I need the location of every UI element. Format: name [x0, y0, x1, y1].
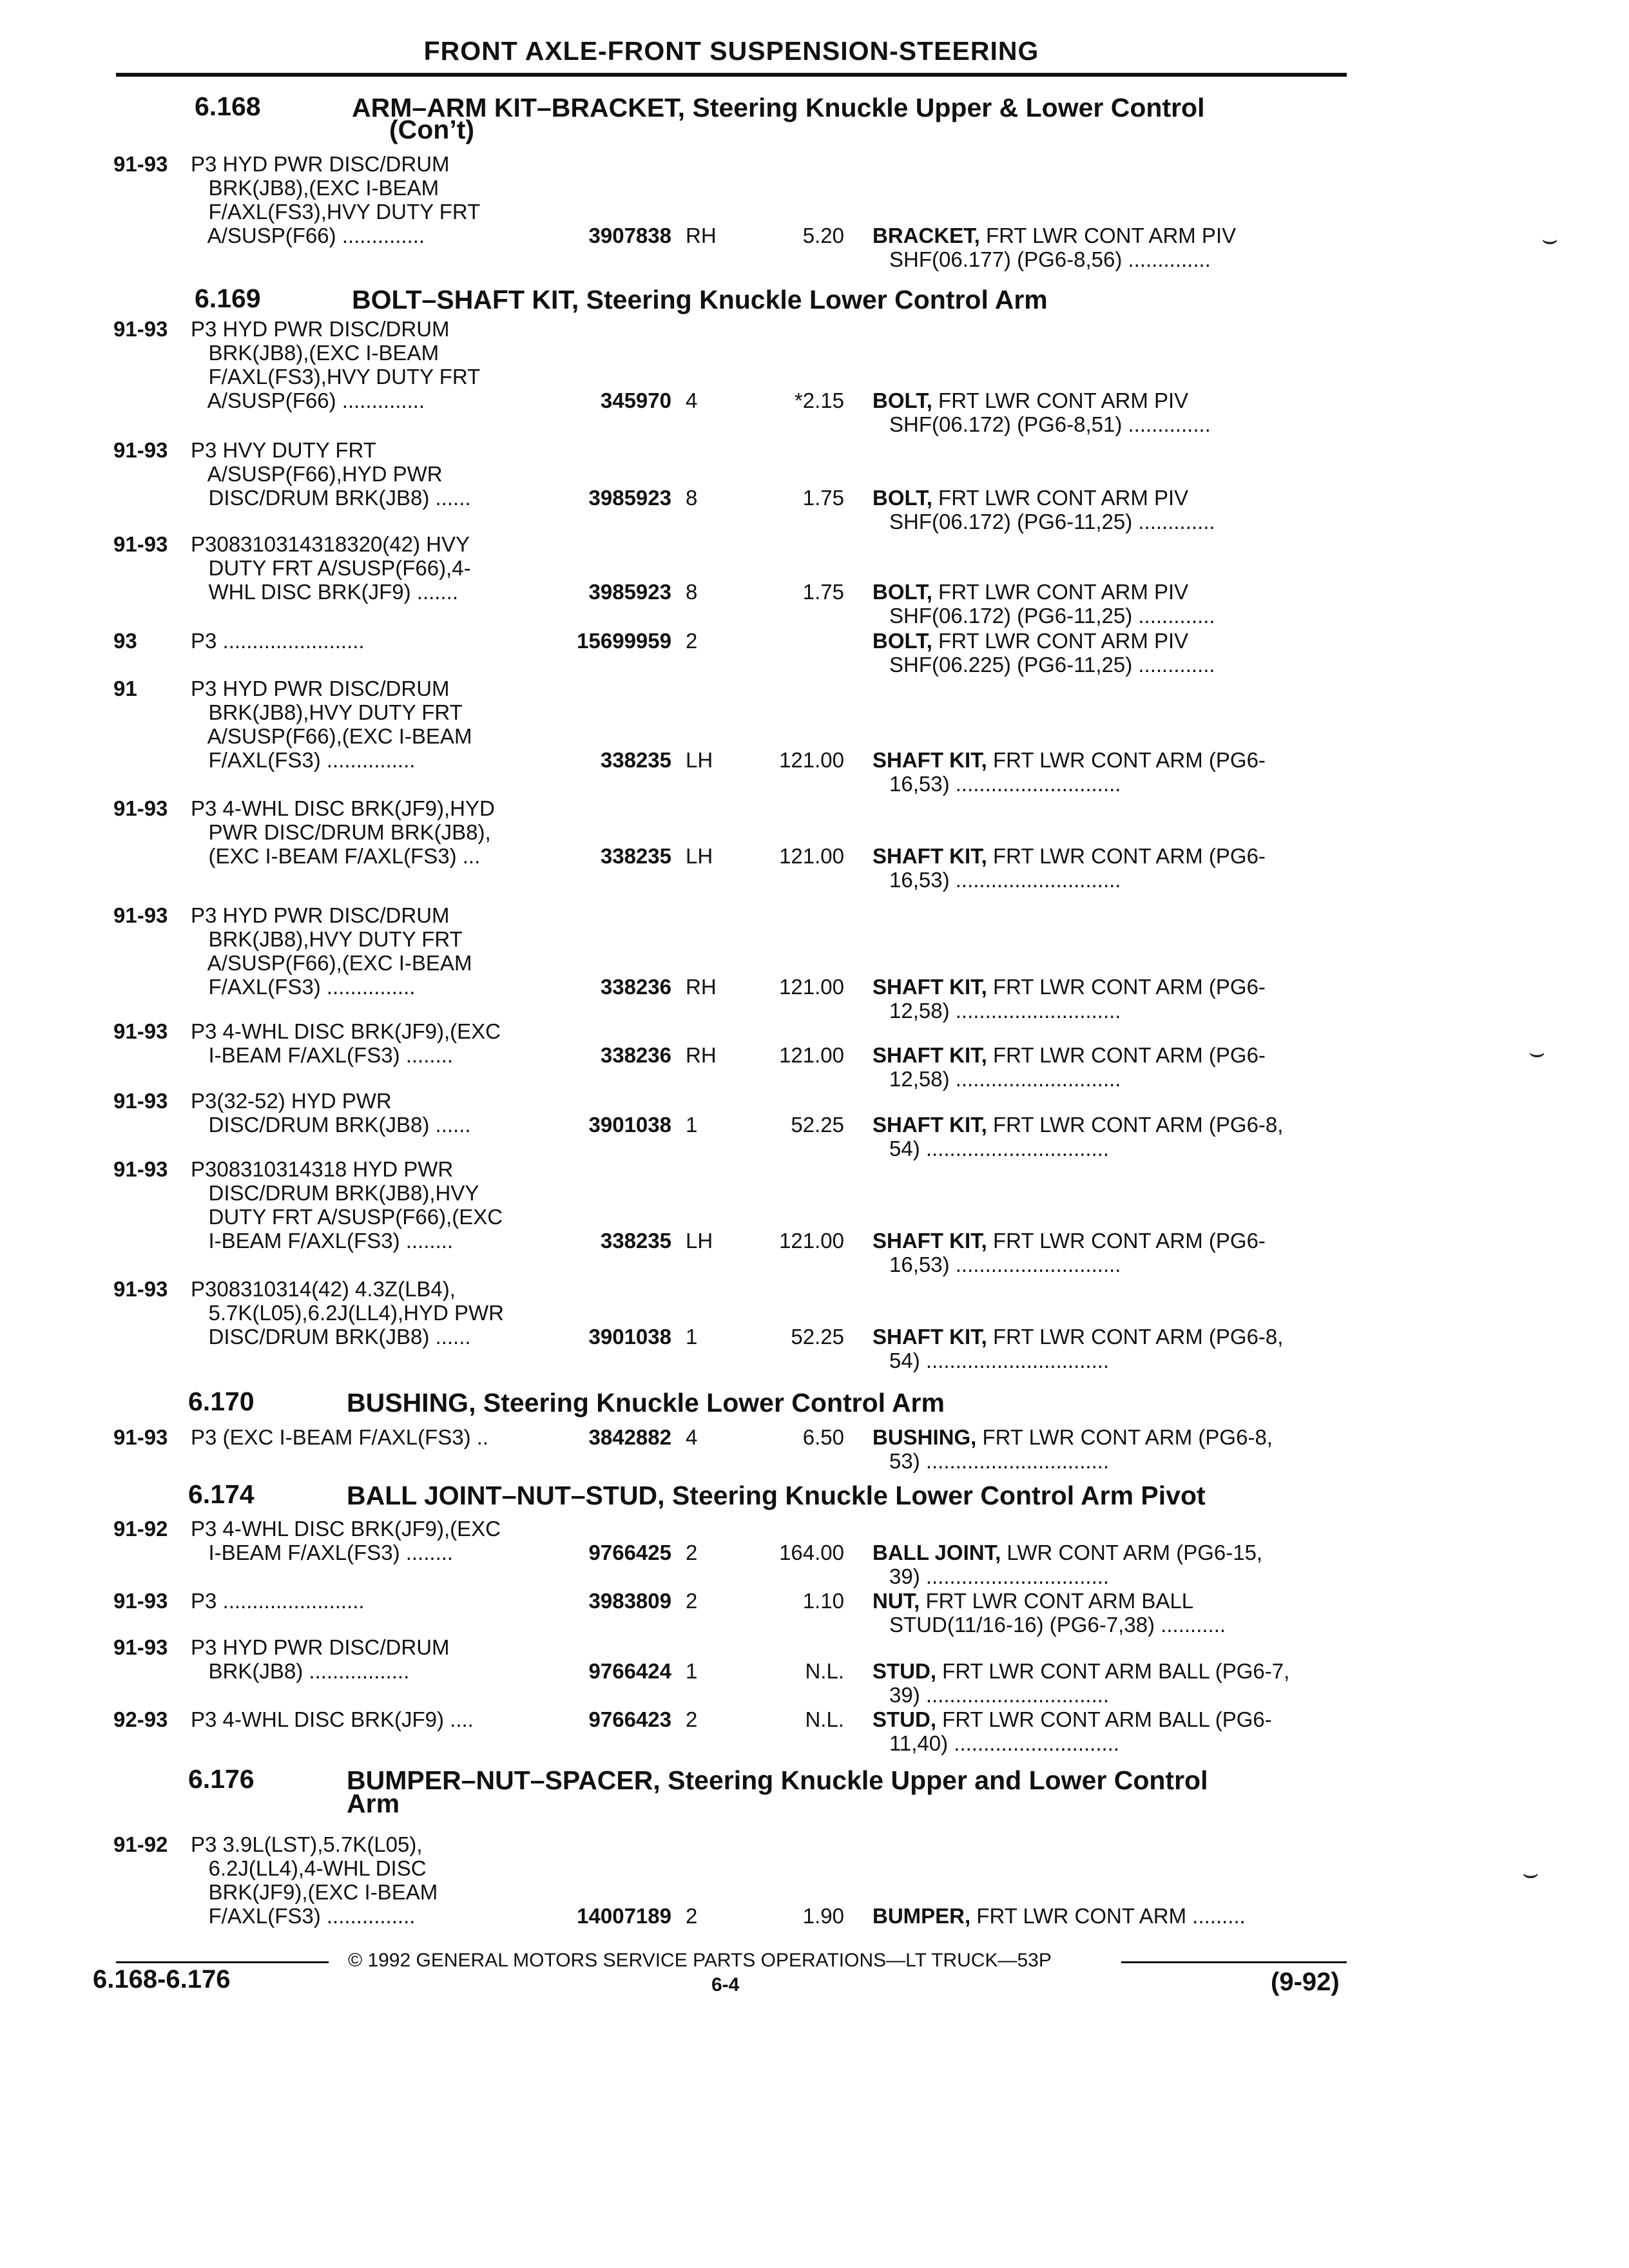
description-cont: SHF(06.172) (PG6-11,25) .............: [889, 510, 1215, 533]
part-number: 9766423: [588, 1707, 671, 1731]
description: BUMPER, FRT LWR CONT ARM .........: [872, 1904, 1246, 1928]
model-years: 91-93: [113, 1589, 168, 1613]
quantity: 4: [686, 389, 698, 412]
usage-text: P3 ........................: [191, 1589, 365, 1613]
usage-text: BRK(JB8),(EXC I-BEAM: [191, 341, 439, 365]
usage-text: 5.7K(L05),6.2J(LL4),HYD PWR: [191, 1301, 505, 1325]
section-title: BUMPER–NUT–SPACER, Steering Knuckle Upper and Lower Control: [347, 1765, 1208, 1795]
model-years: 91: [113, 677, 137, 700]
quantity: 1: [686, 1113, 698, 1137]
header-rule: [116, 73, 1347, 77]
usage-text: BRK(JB8),HVY DUTY FRT: [191, 927, 463, 951]
quantity: 4: [686, 1425, 698, 1449]
section-number: 6.168: [195, 91, 261, 121]
description: BOLT, FRT LWR CONT ARM PIV: [872, 486, 1189, 510]
section-number: 6.176: [188, 1764, 255, 1794]
price: *2.15: [794, 389, 844, 412]
page-title: FRONT AXLE-FRONT SUSPENSION-STEERING: [423, 36, 1039, 66]
quantity: LH: [686, 844, 713, 868]
model-years: 93: [113, 629, 137, 653]
scan-mark: ⌣: [1541, 226, 1559, 254]
quantity: 2: [686, 1589, 698, 1613]
footer-rule-left: [116, 1961, 329, 1963]
usage-text: BRK(JF9),(EXC I-BEAM: [191, 1880, 438, 1904]
part-number: 338235: [600, 1229, 671, 1253]
usage-text: P3 4-WHL DISC BRK(JF9),(EXC: [191, 1019, 501, 1043]
description-cont: SHF(06.177) (PG6-8,56) ..............: [889, 247, 1211, 271]
price: 5.20: [802, 224, 844, 247]
part-number: 3983809: [588, 1589, 671, 1613]
price: 1.75: [802, 486, 844, 510]
quantity: 2: [686, 1904, 698, 1928]
model-years: 91-93: [113, 796, 168, 820]
usage-text: BRK(JB8) .................: [191, 1659, 410, 1683]
usage-text: F/AXL(FS3) ...............: [191, 748, 416, 772]
section-title: BUSHING, Steering Knuckle Lower Control Arm: [347, 1388, 945, 1418]
usage-text: WHL DISC BRK(JF9) .......: [191, 580, 458, 604]
usage-text: PWR DISC/DRUM BRK(JB8),: [191, 820, 491, 844]
usage-text: A/SUSP(F66),HYD PWR: [191, 462, 443, 486]
part-number: 338235: [600, 748, 671, 772]
description: SHAFT KIT, FRT LWR CONT ARM (PG6-8,: [872, 1325, 1284, 1349]
usage-text: P308310314318 HYD PWR: [191, 1157, 454, 1181]
usage-text: P3 4-WHL DISC BRK(JF9),(EXC: [191, 1517, 501, 1541]
description-cont: 12,58) ............................: [889, 999, 1121, 1023]
description-cont: SHF(06.172) (PG6-11,25) .............: [889, 604, 1215, 628]
scan-mark: ⌣: [1528, 1039, 1546, 1067]
quantity: 8: [686, 486, 698, 510]
usage-text: F/AXL(FS3) ...............: [191, 1904, 416, 1928]
description-cont: SHF(06.172) (PG6-8,51) ..............: [889, 412, 1211, 436]
model-years: 91-93: [113, 152, 168, 176]
quantity: 2: [686, 629, 698, 653]
quantity: 1: [686, 1659, 698, 1683]
section-title: BALL JOINT–NUT–STUD, Steering Knuckle Lower Control Arm Pivot: [347, 1481, 1206, 1510]
part-number: 3901038: [588, 1113, 671, 1137]
model-years: 91-93: [113, 1089, 168, 1113]
usage-text: A/SUSP(F66),(EXC I-BEAM: [191, 724, 472, 748]
usage-text: DISC/DRUM BRK(JB8) ......: [191, 486, 471, 510]
part-number: 3985923: [588, 580, 671, 604]
model-years: 91-93: [113, 1635, 168, 1659]
footer-section-range: 6.168-6.176: [93, 1965, 231, 1994]
price: 121.00: [779, 1229, 844, 1253]
description-cont: 39) ...............................: [889, 1564, 1110, 1588]
usage-text: P3 HYD PWR DISC/DRUM: [191, 317, 450, 341]
usage-text: P3 HYD PWR DISC/DRUM: [191, 152, 450, 176]
price: 1.75: [802, 580, 844, 604]
price: 6.50: [802, 1425, 844, 1449]
description: NUT, FRT LWR CONT ARM BALL: [872, 1589, 1194, 1613]
usage-text: P3 4-WHL DISC BRK(JF9),HYD: [191, 796, 495, 820]
description-cont: 11,40) ............................: [889, 1731, 1120, 1755]
section-number: 6.169: [195, 284, 261, 313]
description: SHAFT KIT, FRT LWR CONT ARM (PG6-8,: [872, 1113, 1284, 1137]
description: SHAFT KIT, FRT LWR CONT ARM (PG6-: [872, 1229, 1266, 1253]
description: SHAFT KIT, FRT LWR CONT ARM (PG6-: [872, 1043, 1266, 1067]
usage-text: P3 HYD PWR DISC/DRUM: [191, 903, 450, 927]
description: SHAFT KIT, FRT LWR CONT ARM (PG6-: [872, 748, 1266, 772]
price: 52.25: [791, 1113, 844, 1137]
price: 121.00: [779, 1043, 844, 1067]
usage-text: P3(32-52) HYD PWR: [191, 1089, 392, 1113]
part-number: 9766424: [588, 1659, 671, 1683]
description-cont: STUD(11/16-16) (PG6-7,38) ...........: [889, 1613, 1226, 1637]
model-years: 91-93: [113, 317, 168, 341]
part-number: 9766425: [588, 1541, 671, 1564]
description-cont: 16,53) ............................: [889, 868, 1121, 892]
usage-text: P3 (EXC I-BEAM F/AXL(FS3) ..: [191, 1425, 489, 1449]
model-years: 91-93: [113, 1157, 168, 1181]
usage-text: P3 3.9L(LST),5.7K(L05),: [191, 1832, 423, 1856]
description-cont: 16,53) ............................: [889, 772, 1121, 796]
usage-text: BRK(JB8),(EXC I-BEAM: [191, 176, 439, 200]
price: 121.00: [779, 975, 844, 999]
quantity: 2: [686, 1707, 698, 1731]
section-title-cont: Arm: [347, 1789, 400, 1818]
part-number: 338236: [600, 975, 671, 999]
model-years: 91-92: [113, 1517, 168, 1541]
usage-text: (EXC I-BEAM F/AXL(FS3) ...: [191, 844, 481, 868]
description: BALL JOINT, LWR CONT ARM (PG6-15,: [872, 1541, 1263, 1564]
usage-text: BRK(JB8),HVY DUTY FRT: [191, 700, 463, 724]
page-number: 6-4: [711, 1974, 740, 1995]
description: BOLT, FRT LWR CONT ARM PIV: [872, 580, 1189, 604]
part-number: 338235: [600, 844, 671, 868]
usage-text: A/SUSP(F66) ..............: [191, 224, 425, 247]
footer-date-code: (9-92): [1271, 1968, 1340, 1996]
part-number: 3985923: [588, 486, 671, 510]
usage-text: P3 HYD PWR DISC/DRUM: [191, 677, 450, 700]
scan-mark: ⌣: [1522, 1860, 1539, 1888]
description: BRACKET, FRT LWR CONT ARM PIV: [872, 224, 1237, 247]
description: BOLT, FRT LWR CONT ARM PIV: [872, 629, 1189, 653]
quantity: LH: [686, 1229, 713, 1253]
description-cont: SHF(06.225) (PG6-11,25) .............: [889, 653, 1215, 677]
usage-text: DISC/DRUM BRK(JB8) ......: [191, 1325, 471, 1349]
description: SHAFT KIT, FRT LWR CONT ARM (PG6-: [872, 975, 1266, 999]
quantity: RH: [686, 975, 717, 999]
price: 164.00: [779, 1541, 844, 1564]
description: SHAFT KIT, FRT LWR CONT ARM (PG6-: [872, 844, 1266, 868]
section-title: BOLT–SHAFT KIT, Steering Knuckle Lower Control Arm: [352, 285, 1048, 314]
model-years: 91-93: [113, 532, 168, 556]
price: 52.25: [791, 1325, 844, 1349]
usage-text: P308310314318320(42) HVY: [191, 532, 470, 556]
price: 121.00: [779, 844, 844, 868]
model-years: 91-93: [113, 903, 168, 927]
model-years: 91-93: [113, 1277, 168, 1301]
model-years: 91-93: [113, 1425, 168, 1449]
quantity: LH: [686, 748, 713, 772]
part-number: 3907838: [588, 224, 671, 247]
usage-text: A/SUSP(F66) ..............: [191, 389, 425, 412]
description-cont: 12,58) ............................: [889, 1067, 1121, 1091]
part-number: 345970: [600, 389, 671, 412]
footer-copyright: © 1992 GENERAL MOTORS SERVICE PARTS OPERATIONS—LT TRUCK—53P: [348, 1950, 1052, 1971]
usage-text: I-BEAM F/AXL(FS3) ........: [191, 1229, 454, 1253]
description-cont: 54) ...............................: [889, 1349, 1110, 1372]
price: 121.00: [779, 748, 844, 772]
usage-text: F/AXL(FS3) ...............: [191, 975, 416, 999]
description-cont: 39) ...............................: [889, 1683, 1110, 1707]
model-years: 92-93: [113, 1707, 168, 1731]
usage-text: DUTY FRT A/SUSP(F66),4-: [191, 556, 471, 580]
usage-text: DISC/DRUM BRK(JB8) ......: [191, 1113, 471, 1137]
part-number: 3842882: [588, 1425, 671, 1449]
description-cont: 54) ...............................: [889, 1137, 1110, 1160]
footer-rule-right: [1121, 1961, 1347, 1963]
usage-text: P3 HVY DUTY FRT: [191, 438, 376, 462]
usage-text: I-BEAM F/AXL(FS3) ........: [191, 1541, 454, 1564]
description: STUD, FRT LWR CONT ARM BALL (PG6-: [872, 1707, 1272, 1731]
usage-text: DUTY FRT A/SUSP(F66),(EXC: [191, 1205, 503, 1229]
usage-text: F/AXL(FS3),HVY DUTY FRT: [191, 365, 481, 389]
price: N.L.: [805, 1707, 844, 1731]
model-years: 91-93: [113, 438, 168, 462]
description: BOLT, FRT LWR CONT ARM PIV: [872, 389, 1189, 412]
section-title-cont: (Con’t): [389, 115, 475, 144]
quantity: 2: [686, 1541, 698, 1564]
usage-text: P3 ........................: [191, 629, 365, 653]
model-years: 91-93: [113, 1019, 168, 1043]
quantity: RH: [686, 224, 717, 247]
usage-text: A/SUSP(F66),(EXC I-BEAM: [191, 951, 472, 975]
section-title: ARM–ARM KIT–BRACKET, Steering Knuckle Upper & Lower Control: [352, 93, 1205, 122]
part-number: 15699959: [577, 629, 671, 653]
usage-text: P308310314(42) 4.3Z(LB4),: [191, 1277, 456, 1301]
quantity: 8: [686, 580, 698, 604]
usage-text: P3 HYD PWR DISC/DRUM: [191, 1635, 450, 1659]
description: STUD, FRT LWR CONT ARM BALL (PG6-7,: [872, 1659, 1290, 1683]
part-number: 338236: [600, 1043, 671, 1067]
section-number: 6.174: [188, 1479, 255, 1509]
usage-text: I-BEAM F/AXL(FS3) ........: [191, 1043, 454, 1067]
quantity: RH: [686, 1043, 717, 1067]
usage-text: P3 4-WHL DISC BRK(JF9) ....: [191, 1707, 474, 1731]
part-number: 14007189: [577, 1904, 671, 1928]
section-number: 6.170: [188, 1387, 255, 1416]
description: BUSHING, FRT LWR CONT ARM (PG6-8,: [872, 1425, 1273, 1449]
part-number: 3901038: [588, 1325, 671, 1349]
usage-text: F/AXL(FS3),HVY DUTY FRT: [191, 200, 481, 224]
description-cont: 53) ...............................: [889, 1449, 1110, 1473]
model-years: 91-92: [113, 1832, 168, 1856]
price: 1.10: [802, 1589, 844, 1613]
usage-text: DISC/DRUM BRK(JB8),HVY: [191, 1181, 479, 1205]
usage-text: 6.2J(LL4),4-WHL DISC: [191, 1856, 427, 1880]
price: N.L.: [805, 1659, 844, 1683]
description-cont: 16,53) ............................: [889, 1253, 1121, 1276]
price: 1.90: [802, 1904, 844, 1928]
quantity: 1: [686, 1325, 698, 1349]
